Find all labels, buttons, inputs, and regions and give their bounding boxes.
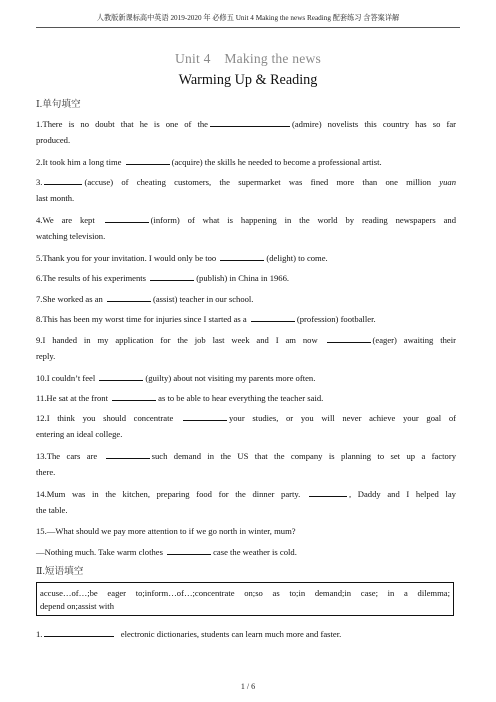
question-3-cont: last month. bbox=[36, 193, 75, 203]
question-5: 5.Thank you for your invitation. I would only be too (delight) to come. bbox=[36, 253, 328, 263]
question-13: 13.The cars are such demand in the US that the company is planning to set up a factory bbox=[36, 451, 456, 461]
answer-blank[interactable] bbox=[112, 391, 156, 401]
question-8: 8.This has been my worst time for injuries since I started as a (profession) footballer. bbox=[36, 314, 376, 324]
answer-blank[interactable] bbox=[107, 292, 151, 302]
question-14: 14.Mum was in the kitchen, preparing food for the dinner party. , Daddy and I helped lay bbox=[36, 489, 456, 499]
question-14-cont: the table. bbox=[36, 505, 68, 515]
question-7: 7.She worked as an (assist) teacher in our school. bbox=[36, 294, 254, 304]
answer-blank[interactable] bbox=[106, 449, 150, 459]
answer-blank[interactable] bbox=[150, 271, 194, 281]
lesson-title: Warming Up & Reading bbox=[178, 72, 318, 88]
question-6: 6.The results of his experiments (publish) in China in 1966. bbox=[36, 273, 290, 283]
header-divider bbox=[36, 27, 460, 28]
question-9-cont: reply. bbox=[36, 351, 56, 361]
question-15-reply: —Nothing much. Take warm clothes case the weather is cold. bbox=[36, 547, 297, 557]
page-number: 1 / 6 bbox=[240, 682, 256, 691]
question-9: 9.I handed in my application for the job last week and I am now (eager) awaiting their bbox=[36, 335, 456, 345]
section-heading-single-blank: Ⅰ.单句填空 bbox=[36, 99, 81, 110]
question-1: 1.There is no doubt that he is one of the (admire) novelists this country has so far bbox=[36, 119, 456, 129]
unit-title: Unit 4 Making the news bbox=[175, 51, 321, 66]
page-header: 人教版新课标高中英语 2019-2020 年 必修五 Unit 4 Making the news Reading 配套练习 含答案详解 bbox=[96, 14, 400, 22]
phrase-list-line-2: depend on;assist with bbox=[40, 601, 114, 611]
question-1-cont: produced. bbox=[36, 135, 71, 145]
question-11: 11.He sat at the front as to be able to hear everything the teacher said. bbox=[36, 393, 324, 403]
phrase-box bbox=[36, 582, 454, 616]
question-3: 3. (accuse) of cheating customers, the supermarket was fined more than one million yuan bbox=[36, 177, 456, 187]
answer-blank[interactable] bbox=[327, 333, 371, 343]
section-heading-phrase-fill: Ⅱ.短语填空 bbox=[36, 566, 84, 577]
phrase-list-line-1: accuse…of…;be eager to;inform…of…;concentrate on;so as to;in demand;in case; in a dilemma; bbox=[40, 588, 450, 598]
answer-blank[interactable] bbox=[105, 213, 149, 223]
answer-blank[interactable] bbox=[44, 175, 82, 185]
answer-blank[interactable] bbox=[183, 411, 227, 421]
answer-blank[interactable] bbox=[251, 312, 295, 322]
question-13-cont: there. bbox=[36, 467, 56, 477]
answer-blank[interactable] bbox=[167, 545, 211, 555]
phrase-question-1: 1. electronic dictionaries, students can learn much more and faster. bbox=[36, 629, 342, 639]
answer-blank[interactable] bbox=[210, 117, 290, 127]
answer-blank[interactable] bbox=[309, 487, 347, 497]
question-12: 12.I think you should concentrate your studies, or you will never achieve your goal of bbox=[36, 413, 456, 423]
question-10: 10.I couldn’t feel (guilty) about not visiting my parents more often. bbox=[36, 373, 316, 383]
question-4: 4.We are kept (inform) of what is happening in the world by reading newspapers and bbox=[36, 215, 456, 225]
question-12-cont: entering an ideal college. bbox=[36, 429, 123, 439]
question-2: 2.It took him a long time (acquire) the skills he needed to become a professional artist. bbox=[36, 157, 382, 167]
question-4-cont: watching television. bbox=[36, 231, 106, 241]
answer-blank[interactable] bbox=[126, 155, 170, 165]
question-15: 15.—What should we pay more attention to if we go north in winter, mum? bbox=[36, 526, 296, 536]
answer-blank[interactable] bbox=[99, 371, 143, 381]
answer-blank[interactable] bbox=[44, 627, 114, 637]
answer-blank[interactable] bbox=[220, 251, 264, 261]
